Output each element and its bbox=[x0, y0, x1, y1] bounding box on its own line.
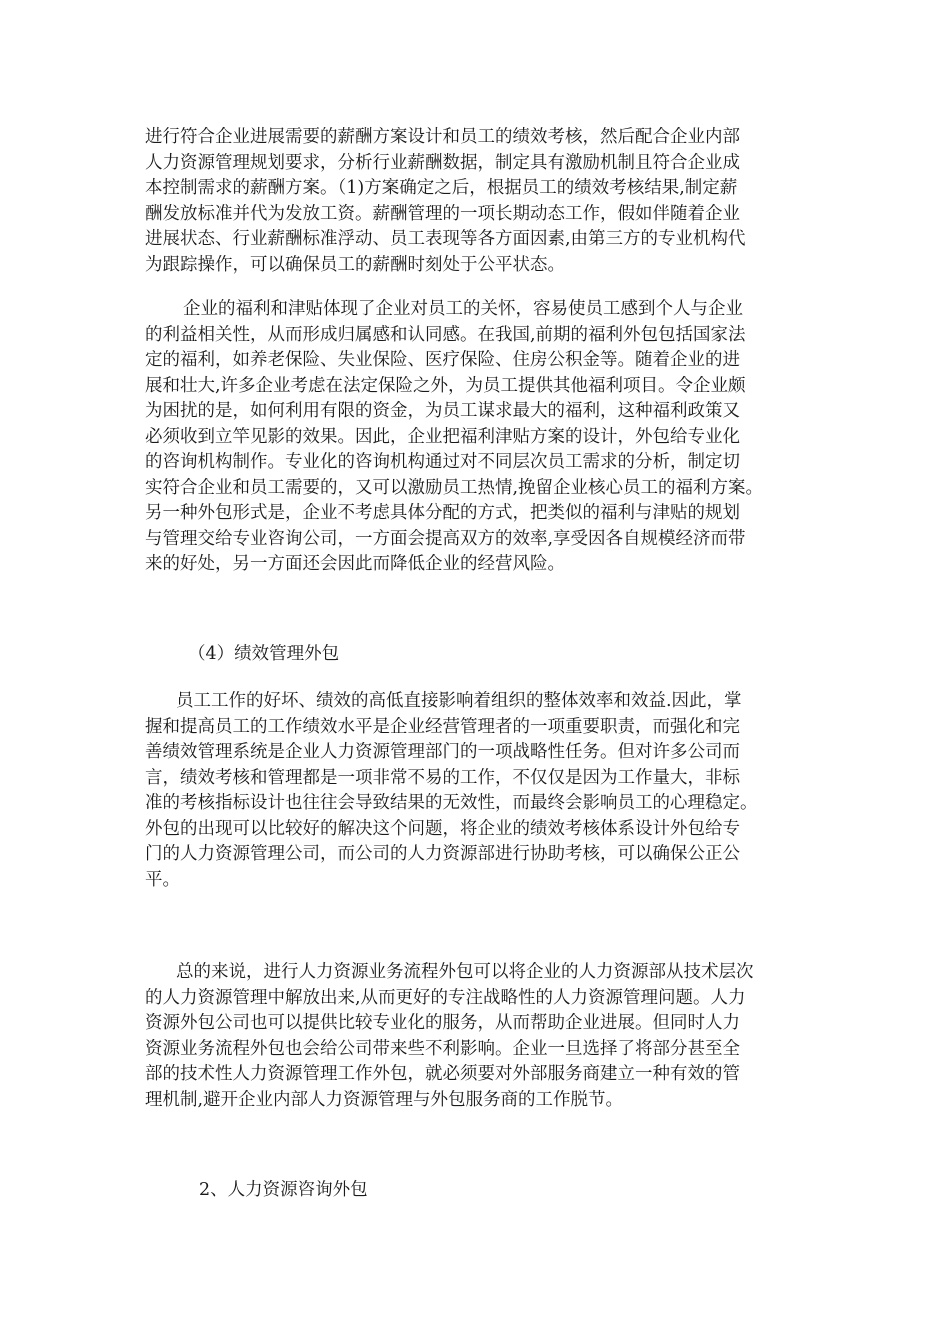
text-line: 本控制需求的薪酬方案。（1)方案确定之后，根据员工的绩效考核结果,制定薪 bbox=[145, 178, 738, 198]
text-line: 企业的福利和津贴体现了企业对员工的关怀，容易使员工感到个人与企业 bbox=[183, 299, 743, 319]
text-line: 员工工作的好坏、绩效的高低直接影响着组织的整体效率和效益.因此，掌 bbox=[176, 691, 742, 711]
text-line: 进行符合企业进展需要的薪酬方案设计和员工的绩效考核，然后配合企业内部 bbox=[145, 127, 740, 147]
text-line: 必须收到立竿见影的效果。因此，企业把福利津贴方案的设计，外包给专业化 bbox=[145, 427, 740, 447]
text-line: 理机制,避开企业内部人力资源管理与外包服务商的工作脱节。 bbox=[145, 1090, 624, 1110]
text-line: 实符合企业和员工需要的，又可以激励员工热情,挽留企业核心员工的福利方案。 bbox=[145, 478, 764, 498]
text-line: 门的人力资源管理公司，而公司的人力资源部进行协助考核，可以确保公正公 bbox=[145, 844, 740, 864]
text-line: 进展状态、行业薪酬标准浮动、员工表现等各方面因素,由第三方的专业机构代 bbox=[145, 229, 746, 249]
text-line: 资源外包公司也可以提供比较专业化的服务，从而帮助企业进展。但同时人力 bbox=[145, 1013, 740, 1033]
text-line: 平。 bbox=[145, 870, 180, 890]
text-line: 来的好处，另一方面还会因此而降低企业的经营风险。 bbox=[145, 554, 565, 574]
section-heading-consulting: 2、人力资源咨询外包 bbox=[199, 1180, 368, 1200]
text-line: 准的考核指标设计也往往会导致结果的无效性，而最终会影响员工的心理稳定。 bbox=[145, 793, 758, 813]
text-line: 酬发放标准并代为发放工资。薪酬管理的一项长期动态工作，假如伴随着企业 bbox=[145, 204, 740, 224]
text-line: 外包的出现可以比较好的解决这个问题，将企业的绩效考核体系设计外包给专 bbox=[145, 819, 740, 839]
text-line: 为跟踪操作，可以确保员工的薪酬时刻处于公平状态。 bbox=[145, 255, 565, 275]
text-line: 的咨询机构制作。专业化的咨询机构通过对不同层次员工需求的分析，制定切 bbox=[145, 452, 740, 472]
text-line: 握和提高员工的工作绩效水平是企业经营管理者的一项重要职责，而强化和完 bbox=[145, 717, 740, 737]
text-line: 资源业务流程外包也会给公司带来些不利影响。企业一旦选择了将部分甚至全 bbox=[145, 1039, 740, 1059]
text-line: 的利益相关性，从而形成归属感和认同感。在我国,前期的福利外包包括国家法 bbox=[145, 325, 746, 345]
text-line: 定的福利，如养老保险、失业保险、医疗保险、住房公积金等。随着企业的进 bbox=[145, 350, 740, 370]
text-line: 总的来说，进行人力资源业务流程外包可以将企业的人力资源部从技术层次 bbox=[176, 962, 754, 982]
text-line: 与管理交给专业咨询公司，一方面会提高双方的效率,享受因各自规模经济而带 bbox=[145, 529, 746, 549]
text-line: 言，绩效考核和管理都是一项非常不易的工作，不仅仅是因为工作量大，非标 bbox=[145, 768, 740, 788]
text-line: 另一种外包形式是，企业不考虑具体分配的方式，把类似的福利与津贴的规划 bbox=[145, 503, 740, 523]
text-line: 部的技术性人力资源管理工作外包，就必须要对外部服务商建立一种有效的管 bbox=[145, 1064, 740, 1084]
text-line: 的人力资源管理中解放出来,从而更好的专注战略性的人力资源管理问题。人力 bbox=[145, 988, 746, 1008]
text-line: 展和壮大,许多企业考虑在法定保险之外，为员工提供其他福利项目。令企业颇 bbox=[145, 376, 746, 396]
text-line: 为困扰的是，如何利用有限的资金，为员工谋求最大的福利，这种福利政策又 bbox=[145, 401, 740, 421]
text-line: 人力资源管理规划要求，分析行业薪酬数据，制定具有激励机制且符合企业成 bbox=[145, 153, 740, 173]
section-heading-performance: （4）绩效管理外包 bbox=[188, 644, 340, 664]
text-line: 善绩效管理系统是企业人力资源管理部门的一项战略性任务。但对许多公司而 bbox=[145, 742, 740, 762]
